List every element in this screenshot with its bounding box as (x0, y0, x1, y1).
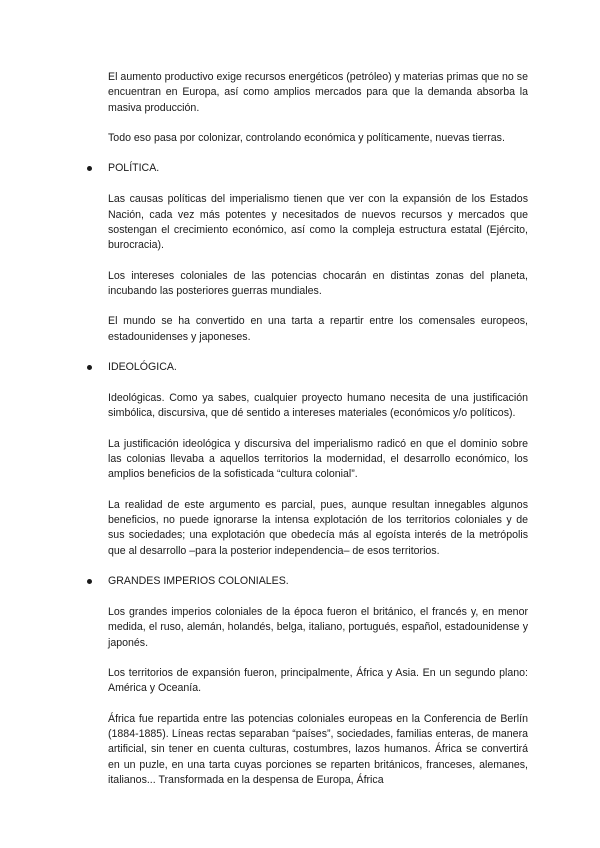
ideologica-paragraph-3: La realidad de este argumento es parcial, pues, aunque resultan innegables algunos beneficios, no puede ignorarse la intensa explotación de los territorios coloniales y de sus sociedades; una explotación que obedecía más al egoísta interés de la metrópolis que al desarrollo –para la posterior independencia– de esos territorios. (108, 498, 528, 557)
intro-paragraph-2: Todo eso pasa por colonizar, controlando económica y políticamente, nuevas tierras. (108, 131, 505, 144)
section-heading-text: POLÍTICA. (108, 162, 160, 175)
bullet-icon (87, 166, 92, 171)
imperios-paragraph-1: Los grandes imperios coloniales de la época fueron el británico, el francés y, en menor medida, el ruso, alemán, holandés, belga, italiano, portugués, español, estadounidense y japonés. (108, 606, 528, 649)
imperios-paragraph-3: África fue repartida entre las potencias coloniales europeas en la Conferencia de Berlín (1884-1885). Líneas rectas separaban “países”, sociedades, familias enteras, de manera artificial, sin tener en cuenta culturas, costumbres, lazos humanos. África se convertirá en un puzle, en una tarta cuyas porciones se reparten británicos, franceses, alemanes, italianos... Transformada en la despensa de Europa, África (108, 712, 528, 786)
politica-paragraph-1: Las causas políticas del imperialismo tienen que ver con la expansión de los Estados Nación, cada vez más potentes y necesitados de nuevos recursos y mercados que sostengan el crecimiento económico, así como la compleja estructura estatal (Ejército, burocracia). (108, 193, 528, 252)
document-body (108, 70, 528, 788)
bullet-icon (87, 579, 92, 584)
section-heading-politica (108, 161, 528, 176)
ideologica-paragraph-2: La justificación ideológica y discursiva del imperialismo radicó en que el dominio sobre las colonias llevaba a aquellos territorios la modernidad, el desarrollo económico, los amplios beneficios de la sofisticada “cultura colonial”. (108, 437, 528, 481)
politica-paragraph-2: Los intereses coloniales de las potencias chocarán en distintas zonas del planeta, incubando las posteriores guerras mundiales. (108, 269, 528, 297)
ideologica-paragraph-1: Ideológicas. Como ya sabes, cualquier proyecto humano necesita de una justificación simbólica, discursiva, que dé sentido a intereses materiales (económicos y/o políticos). (108, 392, 528, 420)
intro-paragraph-1: El aumento productivo exige recursos energéticos (petróleo) y materias primas que no se encuentran en Europa, así como amplios mercados para que la demanda absorba la masiva producción. (108, 71, 528, 114)
section-heading-text: IDEOLÓGICA. (108, 360, 177, 373)
bullet-icon (87, 365, 92, 370)
section-heading-text: GRANDES IMPERIOS COLONIALES. (108, 574, 289, 587)
section-heading-imperios (108, 574, 528, 589)
section-heading-ideologica (108, 360, 528, 375)
imperios-paragraph-2: Los territorios de expansión fueron, principalmente, África y Asia. En un segundo plano: América y Oceanía. (108, 667, 528, 695)
politica-paragraph-3: El mundo se ha convertido en una tarta a repartir entre los comensales europeos, estadounidenses y japoneses. (108, 315, 528, 343)
